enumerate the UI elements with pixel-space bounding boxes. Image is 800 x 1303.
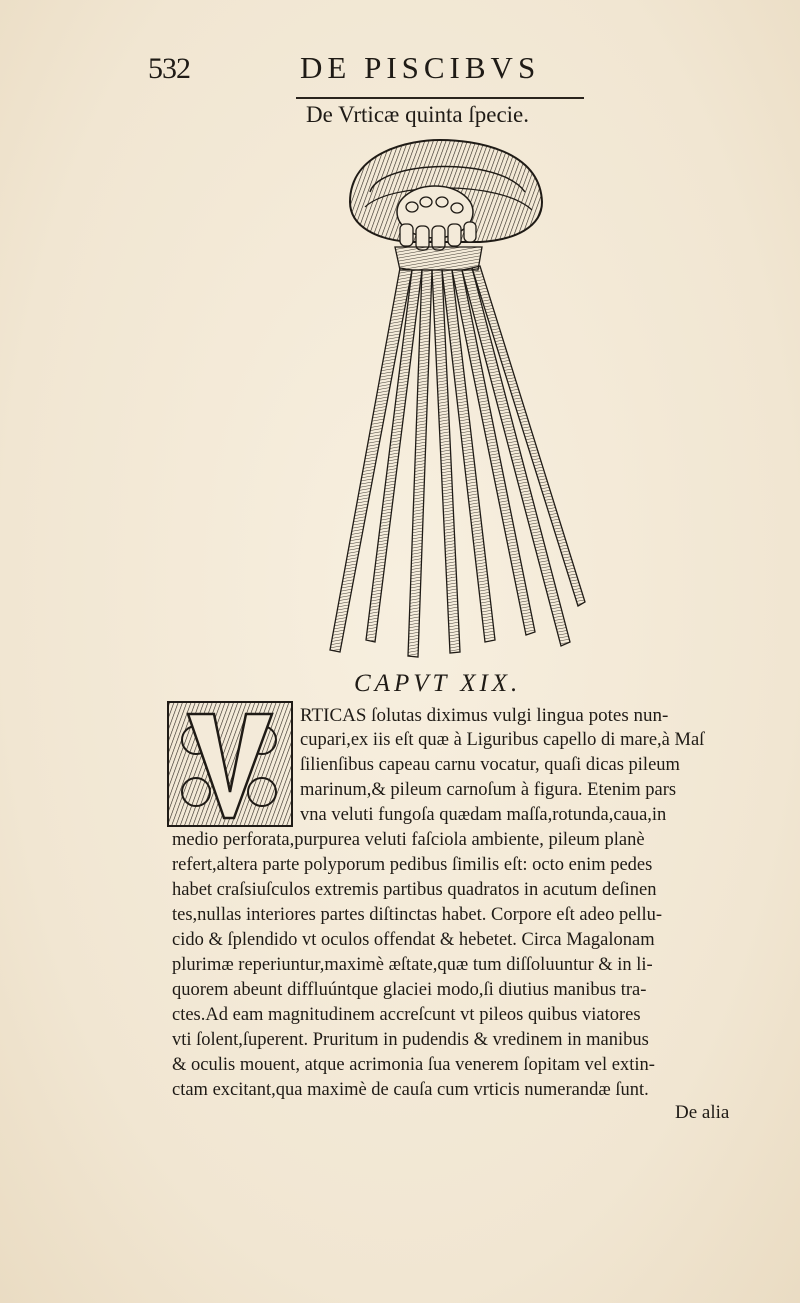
text-line-5: vna veluti fungoſa quædam maſſa,rotunda,caua,in	[300, 805, 667, 825]
chapter-heading: CAPVT XIX.	[354, 670, 522, 697]
catchword: De alia	[675, 1102, 730, 1123]
text-line-10: cido & ſplendido vt oculos offendat & hebetet. Circa Magalonam	[172, 930, 655, 950]
text-line-2: cupari,ex iis eſt quæ à Liguribus capello di mare,à Maſ	[300, 730, 705, 750]
ornamental-initial	[166, 700, 294, 828]
text-line-4: marinum,& pileum carnoſum à figura. Etenim pars	[300, 780, 677, 800]
header-rule	[296, 97, 584, 99]
text-line-7: refert,altera parte polyporum pedibus ſimilis eſt: octo enim pedes	[172, 855, 653, 875]
text-line-11: plurimæ reperiuntur,maximè æſtate,quæ tum diſſoluuntur & in li-	[172, 955, 653, 975]
text-line-15: & oculis mouent, atque acrimonia ſua venerem ſopitam vel extin-	[172, 1055, 655, 1075]
text-line-16: ctam excitant,qua maximè de cauſa cum vrticis numerandæ ſunt.	[172, 1080, 649, 1100]
page-number: 532	[148, 52, 190, 85]
section-title: De Vrticæ quinta ſpecie.	[306, 102, 530, 127]
text-line-3: ſilienſibus capeau carnu vocatur, quaſi dicas pileum	[300, 755, 680, 775]
running-head: DE PISCIBVS	[300, 50, 541, 85]
text-line-1: RTICAS ſolutas diximus vulgi lingua potes nun-	[300, 705, 669, 726]
text-line-14: vti ſolent,ſuperent. Pruritum in pudendis & vredinem in manibus	[172, 1030, 649, 1050]
jellyfish-illustration	[300, 132, 600, 672]
text-line-12: quorem abeunt diffluúntque glaciei modo,ſi diutius manibus tra-	[172, 980, 647, 1000]
text-line-6: medio perforata,purpurea veluti faſciola ambiente, pileum planè	[172, 830, 645, 850]
text-line-9: tes,nullas interiores partes diſtinctas habet. Corpore eſt adeo pellu-	[172, 905, 663, 925]
text-line-13: ctes.Ad eam magnitudinem accreſcunt vt pileos quibus viatores	[172, 1005, 641, 1025]
text-line-8: habet craſsiuſculos extremis partibus quadratos in acutum deſinen	[172, 880, 657, 900]
